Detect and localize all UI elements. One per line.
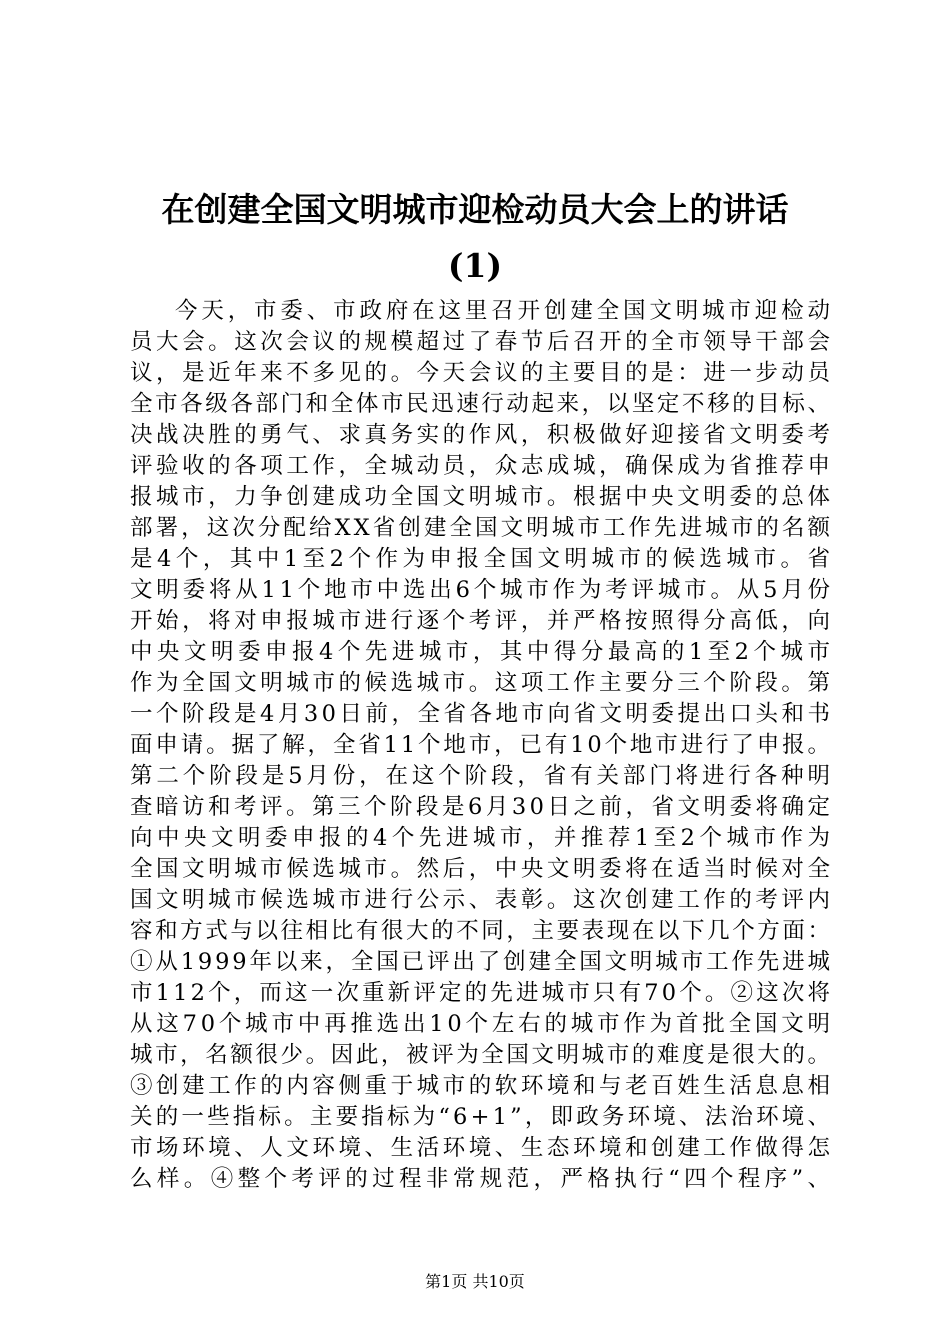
- document-title-line-1: 在创建全国文明城市迎检动员大会上的讲话: [161, 190, 789, 229]
- document-body: [130, 296, 835, 1195]
- body-text-line: 国文明城市候选城市进行公示、表彰。这次创建工作的考评内: [130, 887, 834, 913]
- body-text-line: 开始，将对申报城市进行逐个考评，并严格按照得分高低，向: [130, 608, 834, 634]
- body-text-line: ③创建工作的内容侧重于城市的软环境和与老百姓生活息息相: [130, 1073, 834, 1099]
- body-text-line: 查暗访和考评。第三个阶段是6月30日之前，省文明委将确定: [130, 794, 834, 820]
- body-text-line: 容和方式与以往相比有很大的不同，主要表现在以下几个方面：: [130, 918, 833, 944]
- body-text-line: 今天，市委、市政府在这里召开创建全国文明城市迎检动: [175, 298, 834, 324]
- body-text-line: 第二个阶段是5月份，在这个阶段，省有关部门将进行各种明: [130, 763, 834, 789]
- body-text-line: 面申请。据了解，全省11个地市，已有10个地市进行了申报。: [130, 732, 833, 758]
- body-text-line: 作为全国文明城市的候选城市。这项工作主要分三个阶段。第: [130, 670, 834, 696]
- body-text-line: 员大会。这次会议的规模超过了春节后召开的全市领导干部会: [130, 329, 834, 355]
- body-text-line: 市112个，而这一次重新评定的先进城市只有70个。②这次将: [130, 980, 834, 1006]
- body-text-line: 么样。④整个考评的过程非常规范，严格执行“四个程序”、: [130, 1166, 835, 1192]
- body-text-line: 决战决胜的勇气、求真务实的作风，积极做好迎接省文明委考: [130, 422, 834, 448]
- body-text-line: 文明委将从11个地市中选出6个城市作为考评城市。从5月份: [130, 577, 834, 603]
- body-text-line: 市场环境、人文环境、生活环境、生态环境和创建工作做得怎: [130, 1135, 834, 1161]
- body-text-line: 报城市，力争创建成功全国文明城市。根据中央文明委的总体: [130, 484, 834, 510]
- body-text-line: 一个阶段是4月30日前，全省各地市向省文明委提出口头和书: [130, 701, 834, 727]
- body-text-line: 向中央文明委申报的4个先进城市，并推荐1至2个城市作为: [130, 825, 835, 851]
- body-text-line: 城市，名额很少。因此，被评为全国文明城市的难度是很大的。: [130, 1042, 833, 1068]
- body-text-line: 部署，这次分配给XX省创建全国文明城市工作先进城市的名额: [130, 515, 834, 541]
- body-text-line: 全国文明城市候选城市。然后，中央文明委将在适当时候对全: [130, 856, 834, 882]
- document-title-line-2: (1): [447, 246, 503, 285]
- body-text-line: ①从1999年以来，全国已评出了创建全国文明城市工作先进城: [130, 949, 833, 975]
- body-text-line: 关的一些指标。主要指标为“6+1”，即政务环境、法治环境、: [130, 1104, 834, 1130]
- body-text-line: 从这70个城市中再推选出10个左右的城市作为首批全国文明: [130, 1011, 834, 1037]
- body-text-line: 是4个，其中1至2个作为申报全国文明城市的候选城市。省: [130, 546, 835, 572]
- page-footer: 第1页 共10页: [425, 1272, 525, 1291]
- body-text-line: 中央文明委申报4个先进城市，其中得分最高的1至2个城市: [130, 639, 835, 665]
- body-text-line: 议，是近年来不多见的。今天会议的主要目的是：进一步动员: [130, 360, 834, 386]
- body-text-line: 全市各级各部门和全体市民迅速行动起来，以坚定不移的目标、: [130, 391, 833, 417]
- body-text-line: 评验收的各项工作，全城动员，众志成城，确保成为省推荐申: [130, 453, 834, 479]
